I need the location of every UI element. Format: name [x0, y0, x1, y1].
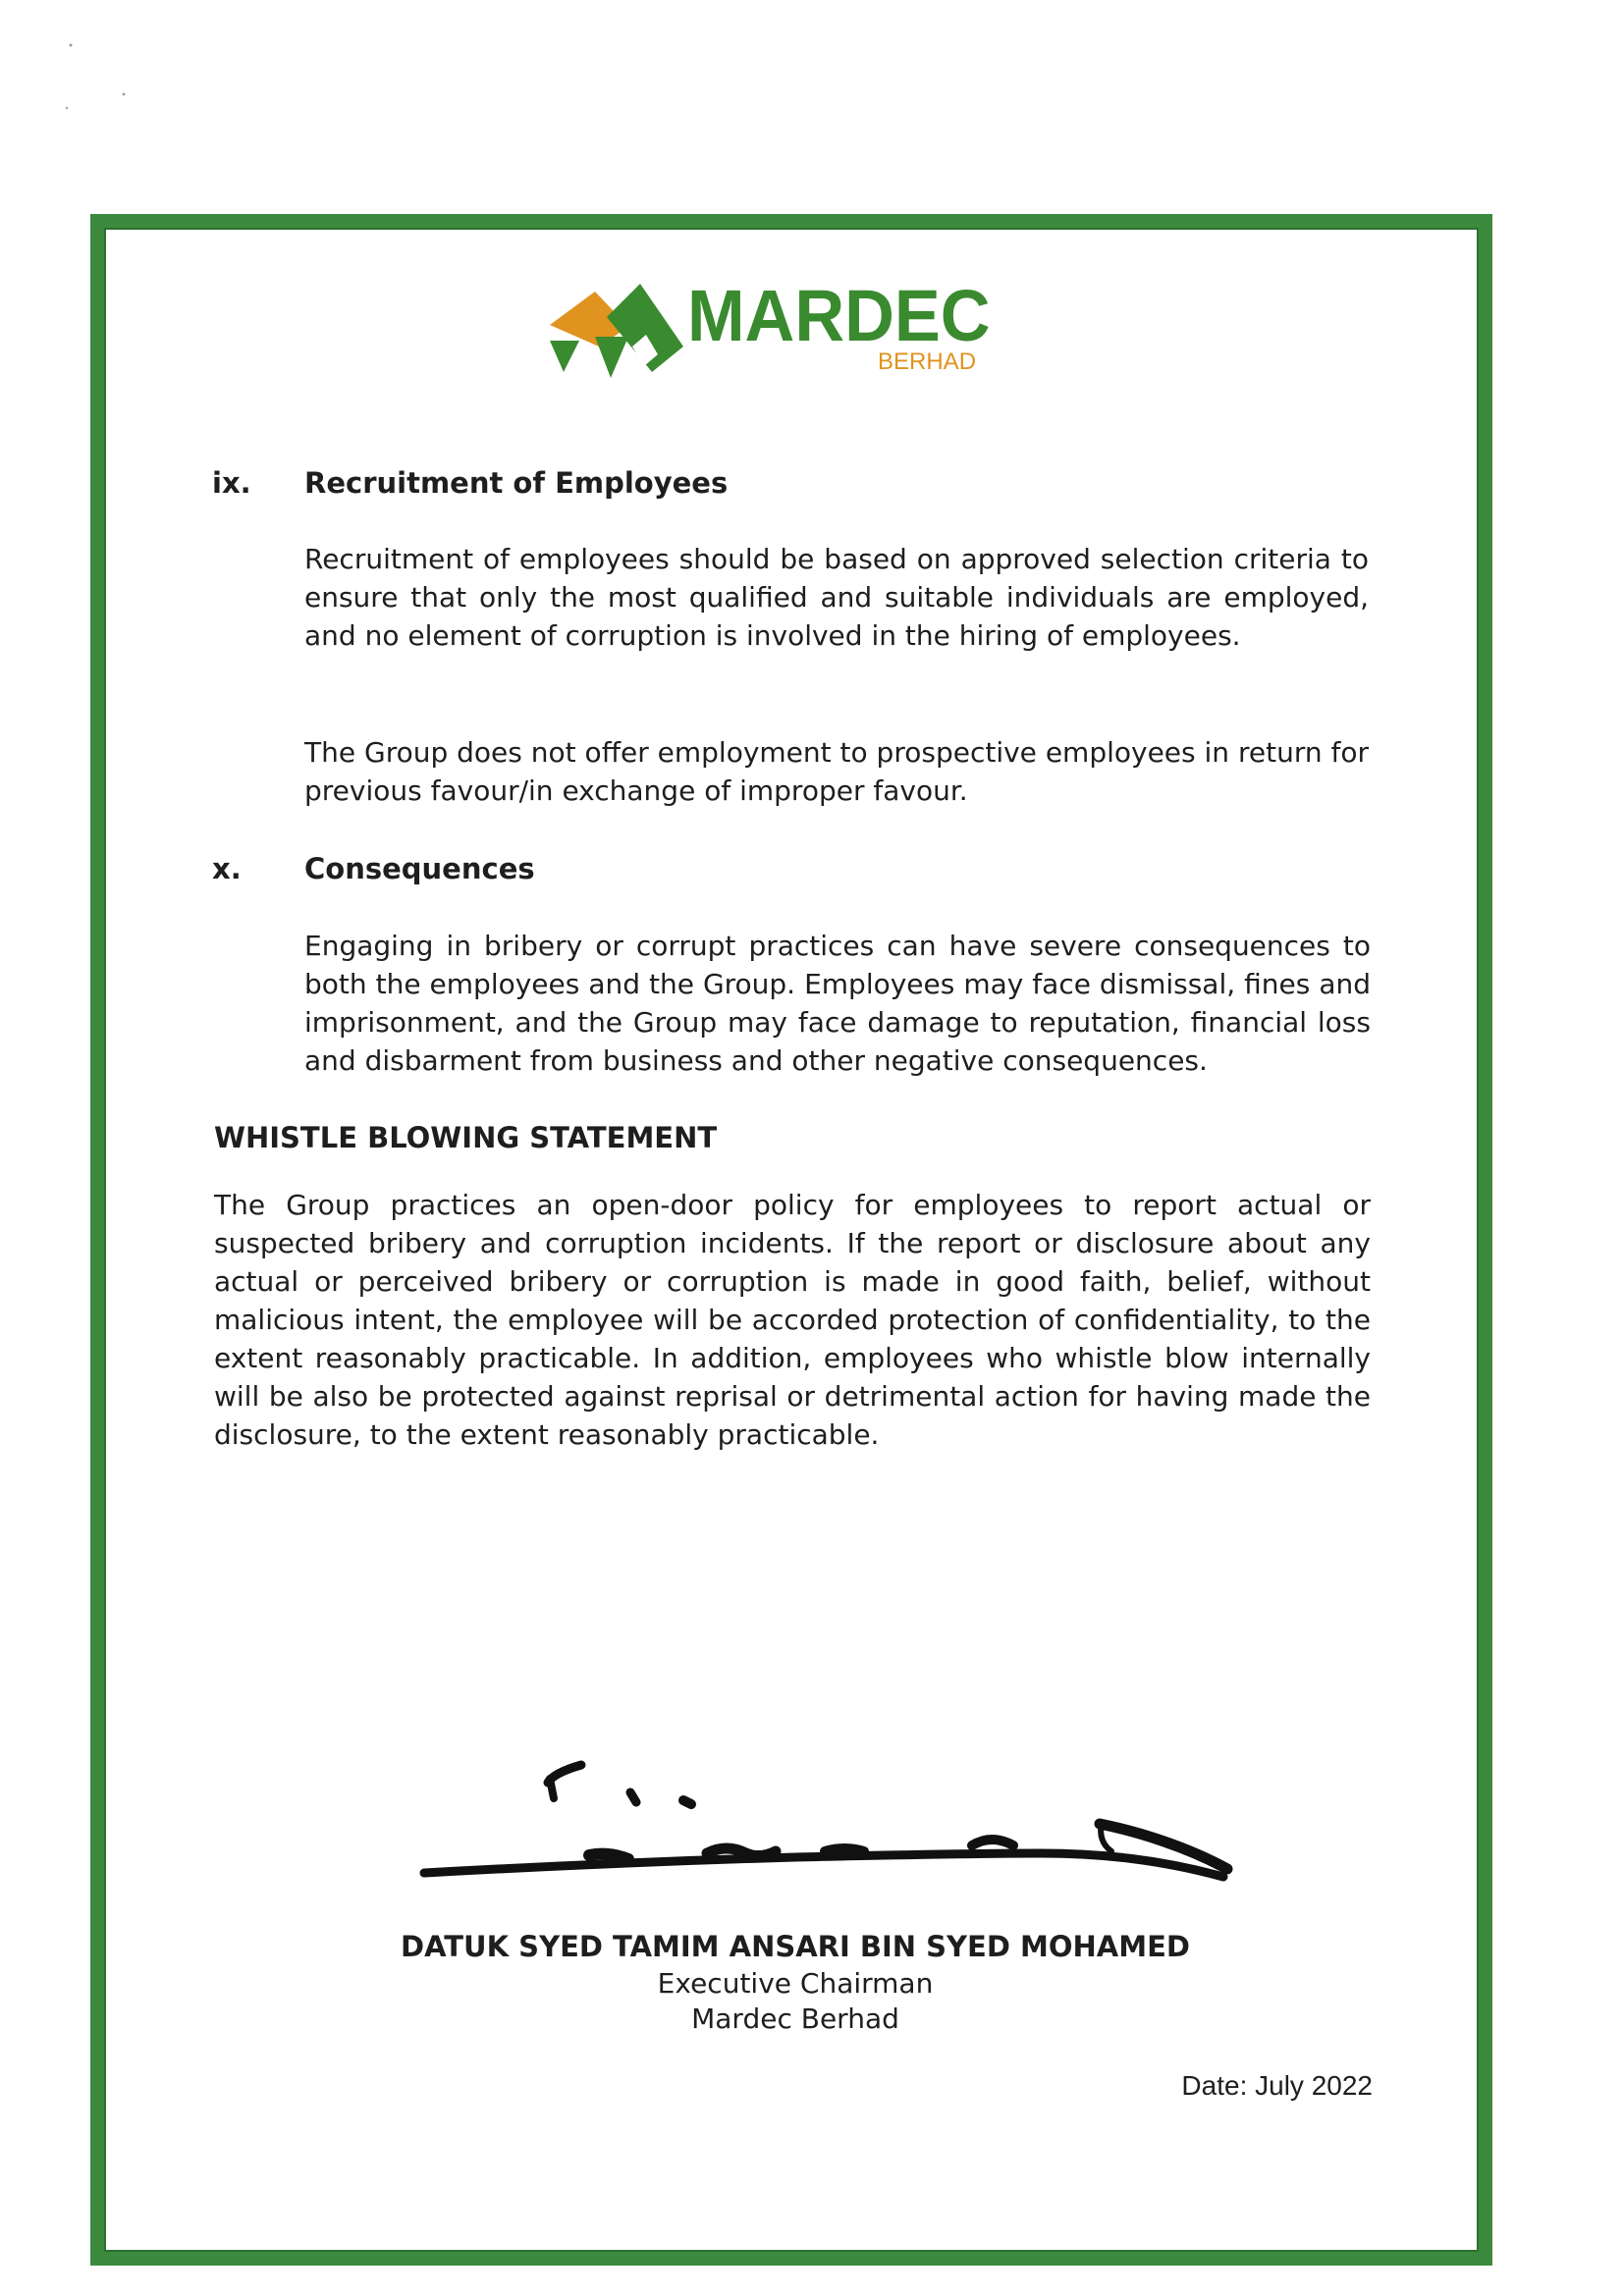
company-logo: [546, 275, 998, 396]
whistle-blowing-heading: WHISTLE BLOWING STATEMENT: [214, 1121, 718, 1154]
scan-specks: [49, 29, 147, 122]
section-paragraph: Recruitment of employees should be based on approved selection criteria to ensure that only the most qualified and suitable individuals are employed, and no element of corruption is involved in the hiring of employees.: [304, 543, 1369, 652]
logo-wordmark: MARDEC: [687, 275, 991, 356]
signatory-name: DATUK SYED TAMIM ANSARI BIN SYED MOHAMED: [401, 1930, 1190, 1963]
signatory-company: Mardec Berhad: [691, 2002, 899, 2035]
document-date: Date: July 2022: [1181, 2070, 1373, 2101]
handwritten-signature: [412, 1737, 1247, 1924]
whistle-blowing-body: The Group practices an open-door policy for employees to report actual or suspected bribery and corruption incidents. If the report or disclosure about any actual or perceived bribery or corruption is made in good faith, belief, without malicious intent, the employee will be accorded protection of confidentiality, to the extent reasonably practicable. In addition, employees who whistle blow internally will be also be protected against reprisal or detrimental action for having made the disclosure, to the extent reasonably practicable.: [214, 1189, 1371, 1451]
section-paragraph: The Group does not offer employment to prospective employees in return for previous favour/in exchange of improper favour.: [304, 736, 1369, 807]
section-title: Consequences: [304, 852, 535, 885]
section-paragraph: Engaging in bribery or corrupt practices can have severe consequences to both the employees and the Group. Employees may face dismissal, fines and imprisonment, and the Group may face damage to reputation, financial loss and disbarment from business and other negative consequences.: [304, 930, 1371, 1077]
section-number: x.: [212, 852, 242, 885]
signatory-position: Executive Chairman: [657, 1967, 934, 2000]
section-title: Recruitment of Employees: [304, 466, 729, 500]
section-number: ix.: [212, 466, 251, 500]
logo-subtitle: BERHAD: [878, 348, 977, 375]
